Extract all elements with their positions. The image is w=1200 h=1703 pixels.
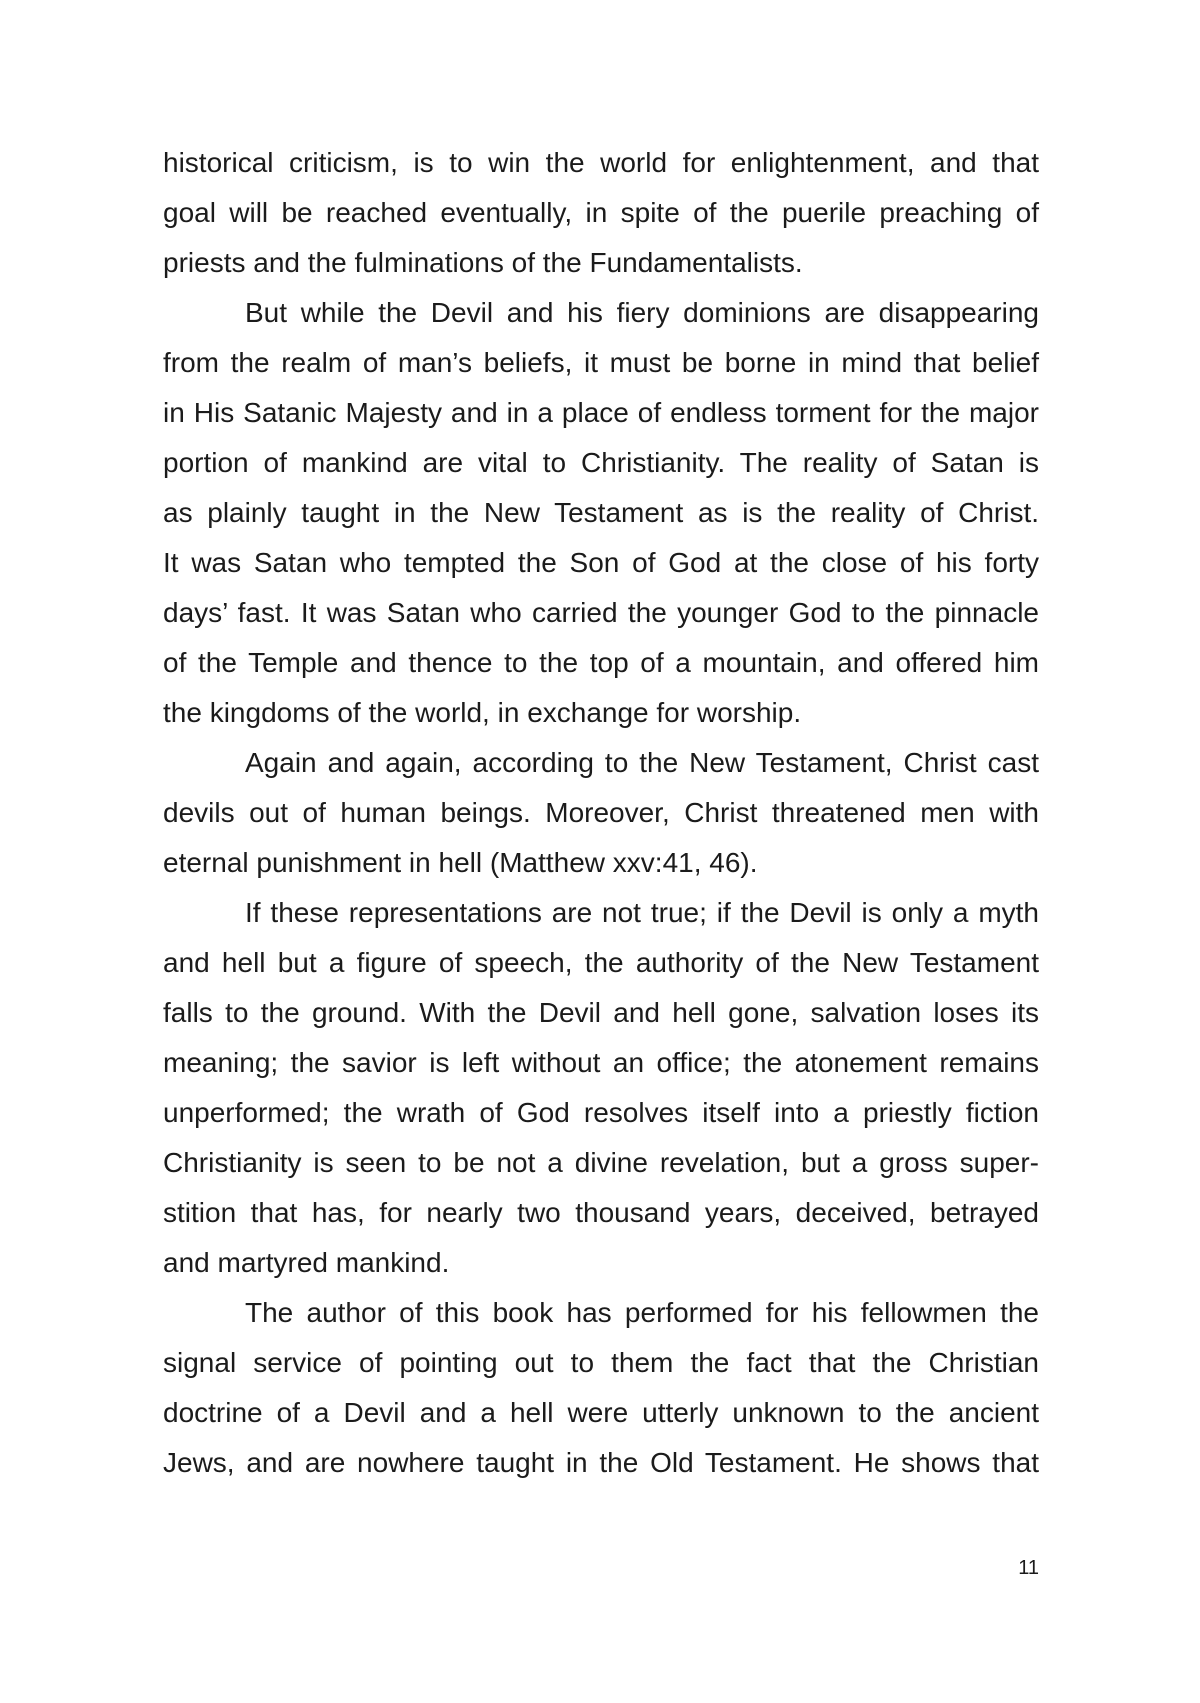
- body-text: [163, 138, 1039, 1488]
- text-line: priests and the fulminations of the Fundamentalists.: [163, 247, 803, 278]
- text-line: Jews, and are nowhere taught in the Old Testament. He shows that: [163, 1447, 1039, 1478]
- text-line: falls to the ground. With the Devil and hell gone, salvation loses its: [163, 997, 1039, 1028]
- text-line: and martyred mankind.: [163, 1247, 450, 1278]
- text-line: doctrine of a Devil and a hell were utterly unknown to the ancient: [163, 1397, 1039, 1428]
- text-line: stition that has, for nearly two thousand years, deceived, betrayed: [163, 1197, 1039, 1228]
- text-line: historical criticism, is to win the world for enlightenment, and that: [163, 147, 1039, 178]
- text-line: from the realm of man’s beliefs, it must be borne in mind that belief: [163, 347, 1039, 378]
- text-line: portion of mankind are vital to Christianity. The reality of Satan is: [163, 447, 1039, 478]
- text-line: unperformed; the wrath of God resolves itself into a priestly fiction: [163, 1097, 1039, 1128]
- text-line: in His Satanic Majesty and in a place of endless torment for the major: [163, 397, 1039, 428]
- text-line: eternal punishment in hell (Matthew xxv:41, 46).: [163, 847, 758, 878]
- paragraph: [163, 888, 1039, 1288]
- text-line: meaning; the savior is left without an office; the atonement remains: [163, 1047, 1039, 1078]
- text-line: It was Satan who tempted the Son of God at the close of his forty: [163, 547, 1039, 578]
- text-line: But while the Devil and his fiery dominions are disappearing: [245, 297, 1039, 328]
- paragraph: [163, 738, 1039, 888]
- text-line: The author of this book has performed for his fellowmen the: [245, 1297, 1039, 1328]
- paragraph: [163, 138, 1039, 288]
- text-line: days’ fast. It was Satan who carried the younger God to the pinnacle: [163, 597, 1039, 628]
- text-line: the kingdoms of the world, in exchange for worship.: [163, 697, 802, 728]
- text-line: Christianity is seen to be not a divine revelation, but a gross super-: [163, 1147, 1039, 1178]
- text-line: of the Temple and thence to the top of a mountain, and offered him: [163, 647, 1039, 678]
- text-line: as plainly taught in the New Testament as is the reality of Christ.: [163, 497, 1039, 528]
- text-line: goal will be reached eventually, in spite of the puerile preaching of: [163, 197, 1039, 228]
- text-line: signal service of pointing out to them the fact that the Christian: [163, 1347, 1039, 1378]
- paragraph: [163, 288, 1039, 738]
- text-line: Again and again, according to the New Testament, Christ cast: [245, 747, 1039, 778]
- paragraph: [163, 1288, 1039, 1488]
- text-line: If these representations are not true; if the Devil is only a myth: [245, 897, 1039, 928]
- text-line: and hell but a figure of speech, the authority of the New Testament: [163, 947, 1039, 978]
- page-number: 11: [1018, 1557, 1039, 1579]
- text-line: devils out of human beings. Moreover, Christ threatened men with: [163, 797, 1039, 828]
